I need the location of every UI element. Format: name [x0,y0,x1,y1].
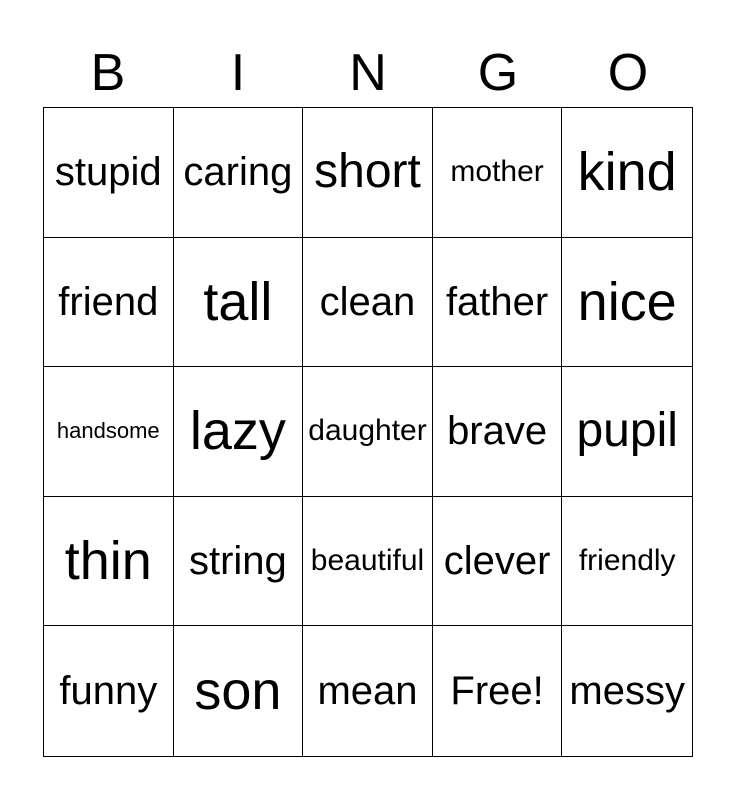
bingo-cell[interactable]: kind [562,108,692,238]
bingo-card [43,107,693,757]
bingo-cell[interactable]: daughter [303,367,433,497]
header-letter-n: N [349,44,387,102]
bingo-cell[interactable]: friend [44,238,174,368]
header-letter-b: B [90,44,126,102]
bingo-cell[interactable]: mother [433,108,563,238]
bingo-cell[interactable]: father [433,238,563,368]
bingo-cell[interactable]: mean [303,626,433,756]
bingo-cell[interactable]: stupid [44,108,174,238]
header-letter-o: O [607,44,649,102]
bingo-cell[interactable]: nice [562,238,692,368]
bingo-cell[interactable]: lazy [174,367,304,497]
bingo-cell[interactable]: funny [44,626,174,756]
bingo-cell[interactable]: tall [174,238,304,368]
bingo-cell[interactable]: friendly [562,497,692,627]
header-letter-g: G [477,44,519,102]
bingo-cell[interactable]: handsome [44,367,174,497]
bingo-cell[interactable]: brave [433,367,563,497]
bingo-cell[interactable]: thin [44,497,174,627]
bingo-cell[interactable]: caring [174,108,304,238]
bingo-cell[interactable]: messy [569,669,685,714]
bingo-cell[interactable]: pupil [562,367,692,497]
bingo-cell[interactable]: son [174,626,304,756]
free-space-cell[interactable]: Free! [433,626,563,756]
bingo-cell[interactable]: string [174,497,304,627]
bingo-cell[interactable]: clean [303,238,433,368]
bingo-cell[interactable]: beautiful [303,497,433,627]
bingo-cell[interactable]: short [303,108,433,238]
bingo-cell[interactable]: clever [433,497,563,627]
header-letter-i: I [230,44,246,102]
bingo-header [43,38,693,108]
